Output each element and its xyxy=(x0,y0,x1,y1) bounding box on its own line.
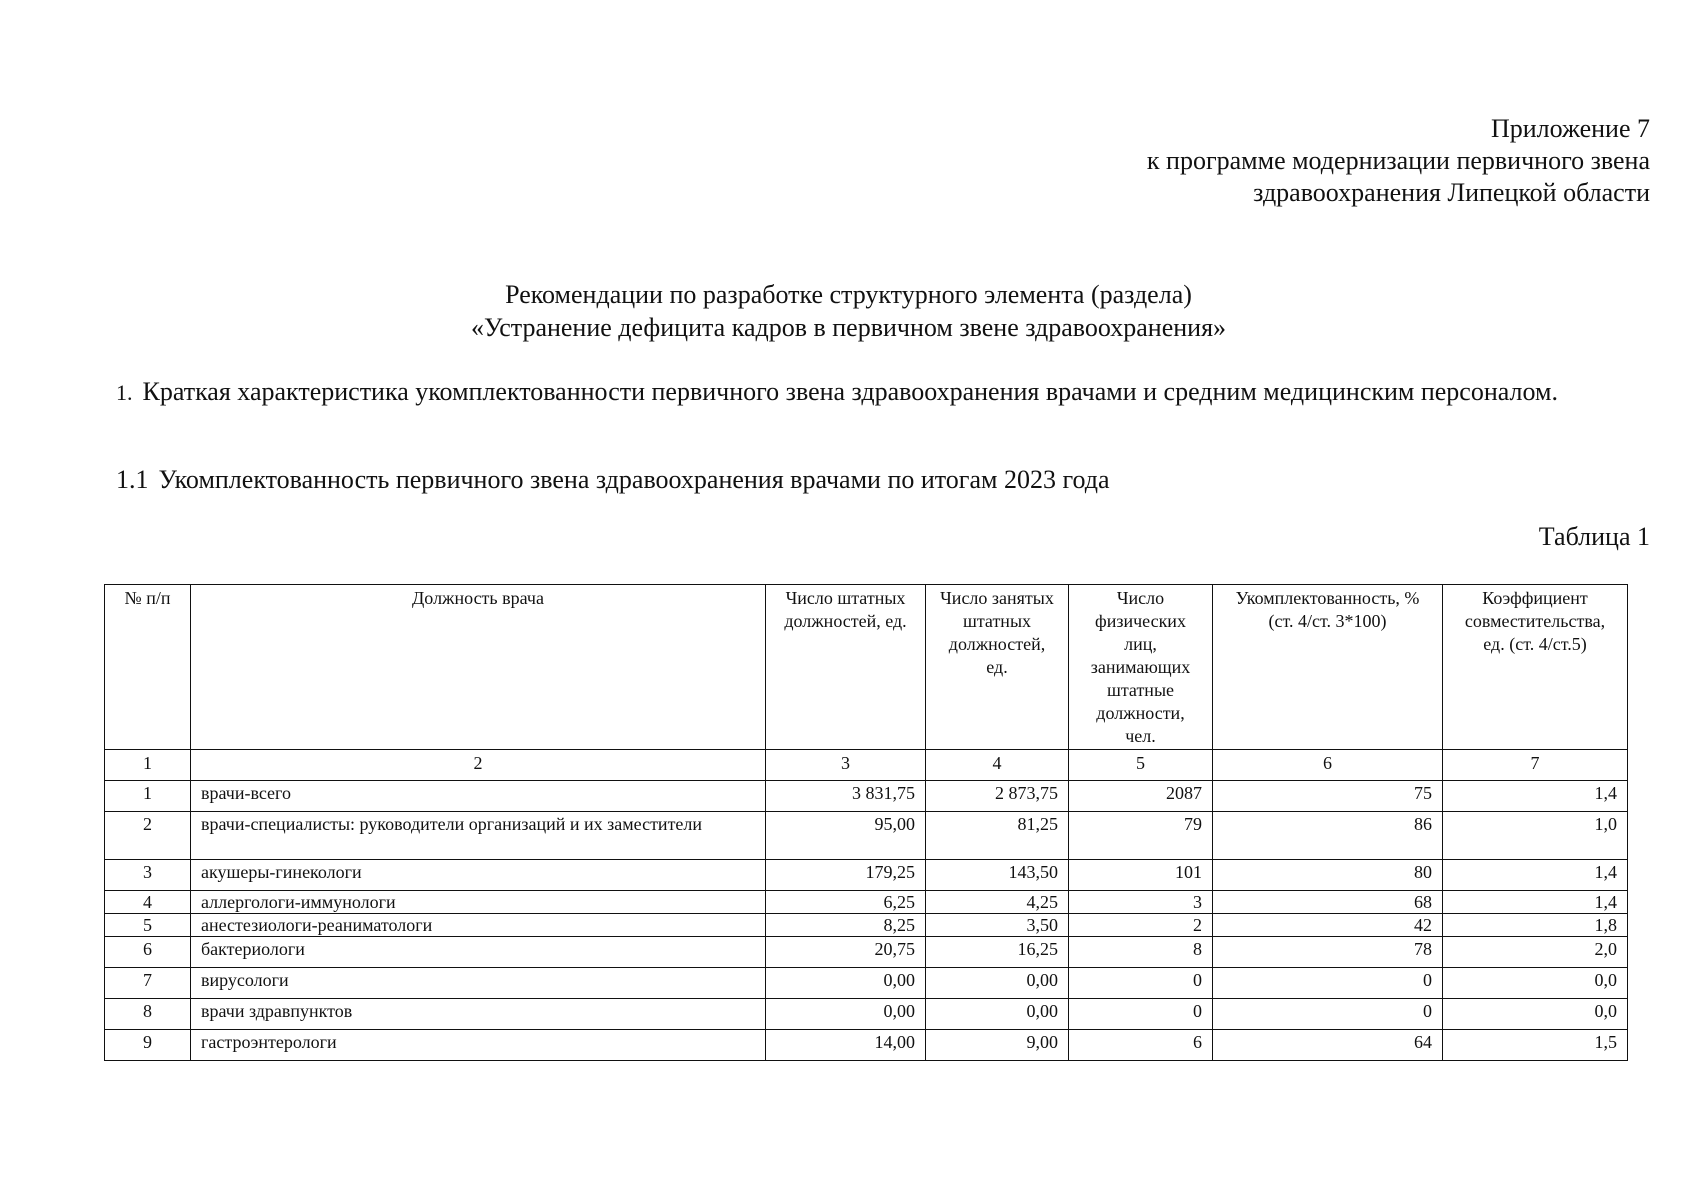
header-persons: Число физических лиц, занимающих штатные должности, чел. xyxy=(1069,585,1213,750)
cell-position: врачи-всего xyxy=(191,781,766,812)
cell-occupied-positions: 2 873,75 xyxy=(926,781,1069,812)
cell-coefficient: 1,5 xyxy=(1443,1030,1628,1061)
cell-position: вирусологи xyxy=(191,968,766,999)
header-row-number: № п/п xyxy=(105,585,191,750)
appendix-header xyxy=(1147,113,1650,209)
cell-coefficient: 1,8 xyxy=(1443,914,1628,937)
column-number: 7 xyxy=(1443,750,1628,781)
cell-occupied-positions: 3,50 xyxy=(926,914,1069,937)
section-1-number: 1. xyxy=(116,380,133,405)
column-number: 1 xyxy=(105,750,191,781)
cell-staff-positions: 20,75 xyxy=(766,937,926,968)
table-row xyxy=(105,891,1628,914)
table-row xyxy=(105,999,1628,1030)
table-row xyxy=(105,914,1628,937)
cell-staff-positions: 6,25 xyxy=(766,891,926,914)
cell-persons: 3 xyxy=(1069,891,1213,914)
column-number: 6 xyxy=(1213,750,1443,781)
cell-staffing-percent: 0 xyxy=(1213,999,1443,1030)
table-row xyxy=(105,968,1628,999)
column-number: 3 xyxy=(766,750,926,781)
cell-staff-positions: 179,25 xyxy=(766,860,926,891)
staffing-table xyxy=(104,584,1628,1061)
column-number-row xyxy=(105,750,1628,781)
cell-staff-positions: 95,00 xyxy=(766,812,926,860)
cell-position: бактериологи xyxy=(191,937,766,968)
column-number: 4 xyxy=(926,750,1069,781)
header-staff-positions: Число штатных должностей, ед. xyxy=(766,585,926,750)
cell-persons: 2087 xyxy=(1069,781,1213,812)
cell-position: гастроэнтерологи xyxy=(191,1030,766,1061)
cell-occupied-positions: 81,25 xyxy=(926,812,1069,860)
table-label: Таблица 1 xyxy=(1538,522,1650,551)
section-1-1-heading xyxy=(116,463,1109,496)
cell-occupied-positions: 0,00 xyxy=(926,999,1069,1030)
cell-row-number: 7 xyxy=(105,968,191,999)
cell-row-number: 5 xyxy=(105,914,191,937)
cell-occupied-positions: 16,25 xyxy=(926,937,1069,968)
section-1-1-number: 1.1 xyxy=(116,465,149,494)
cell-row-number: 4 xyxy=(105,891,191,914)
table-row xyxy=(105,860,1628,891)
cell-staffing-percent: 42 xyxy=(1213,914,1443,937)
table-row xyxy=(105,937,1628,968)
cell-position: врачи здравпунктов xyxy=(191,999,766,1030)
cell-row-number: 9 xyxy=(105,1030,191,1061)
cell-position: акушеры-гинекологи xyxy=(191,860,766,891)
cell-persons: 79 xyxy=(1069,812,1213,860)
document-title-line-2: «Устранение дефицита кадров в первичном звене здравоохранения» xyxy=(470,313,1227,342)
cell-staffing-percent: 0 xyxy=(1213,968,1443,999)
cell-occupied-positions: 0,00 xyxy=(926,968,1069,999)
cell-position: аллергологи-иммунологи xyxy=(191,891,766,914)
cell-staffing-percent: 86 xyxy=(1213,812,1443,860)
cell-persons: 0 xyxy=(1069,999,1213,1030)
document-title xyxy=(0,278,1697,344)
table-header-row xyxy=(105,585,1628,750)
column-number: 5 xyxy=(1069,750,1213,781)
cell-position: анестезиологи-реаниматологи xyxy=(191,914,766,937)
cell-staffing-percent: 80 xyxy=(1213,860,1443,891)
cell-row-number: 6 xyxy=(105,937,191,968)
cell-persons: 2 xyxy=(1069,914,1213,937)
cell-persons: 101 xyxy=(1069,860,1213,891)
header-occupied-positions: Число занятых штатных должностей, ед. xyxy=(926,585,1069,750)
cell-staffing-percent: 78 xyxy=(1213,937,1443,968)
cell-staff-positions: 0,00 xyxy=(766,999,926,1030)
appendix-line-3: здравоохранения Липецкой области xyxy=(1253,178,1650,207)
cell-coefficient: 1,4 xyxy=(1443,891,1628,914)
cell-occupied-positions: 9,00 xyxy=(926,1030,1069,1061)
section-1-text: Краткая характеристика укомплектованности первичного звена здравоохранения врачами и средним медицинским персоналом. xyxy=(142,377,1558,406)
cell-position: врачи-специалисты: руководители организаций и их заместители xyxy=(191,812,766,860)
cell-row-number: 1 xyxy=(105,781,191,812)
cell-persons: 8 xyxy=(1069,937,1213,968)
section-1-1-text: Укомплектованность первичного звена здравоохранения врачами по итогам 2023 года xyxy=(158,465,1110,494)
appendix-line-2: к программе модернизации первичного звена xyxy=(1146,146,1650,175)
header-coefficient: Коэффициент совместительства, ед. (ст. 4/ст.5) xyxy=(1443,585,1628,750)
appendix-line-1: Приложение 7 xyxy=(1490,114,1650,143)
table-row xyxy=(105,812,1628,860)
cell-row-number: 3 xyxy=(105,860,191,891)
cell-coefficient: 1,0 xyxy=(1443,812,1628,860)
cell-coefficient: 2,0 xyxy=(1443,937,1628,968)
cell-staff-positions: 14,00 xyxy=(766,1030,926,1061)
cell-row-number: 2 xyxy=(105,812,191,860)
table-row xyxy=(105,781,1628,812)
cell-coefficient: 1,4 xyxy=(1443,860,1628,891)
section-1-paragraph xyxy=(116,375,1650,409)
cell-coefficient: 0,0 xyxy=(1443,968,1628,999)
cell-occupied-positions: 4,25 xyxy=(926,891,1069,914)
cell-persons: 0 xyxy=(1069,968,1213,999)
cell-row-number: 8 xyxy=(105,999,191,1030)
cell-staffing-percent: 75 xyxy=(1213,781,1443,812)
table-row xyxy=(105,1030,1628,1061)
document-title-line-1: Рекомендации по разработке структурного элемента (раздела) xyxy=(505,280,1192,309)
header-position: Должность врача xyxy=(191,585,766,750)
cell-persons: 6 xyxy=(1069,1030,1213,1061)
cell-staff-positions: 8,25 xyxy=(766,914,926,937)
column-number: 2 xyxy=(191,750,766,781)
cell-occupied-positions: 143,50 xyxy=(926,860,1069,891)
cell-coefficient: 1,4 xyxy=(1443,781,1628,812)
cell-staffing-percent: 68 xyxy=(1213,891,1443,914)
cell-staffing-percent: 64 xyxy=(1213,1030,1443,1061)
header-staffing-percent: Укомплектованность, % (ст. 4/ст. 3*100) xyxy=(1213,585,1443,750)
cell-coefficient: 0,0 xyxy=(1443,999,1628,1030)
cell-staff-positions: 0,00 xyxy=(766,968,926,999)
cell-staff-positions: 3 831,75 xyxy=(766,781,926,812)
